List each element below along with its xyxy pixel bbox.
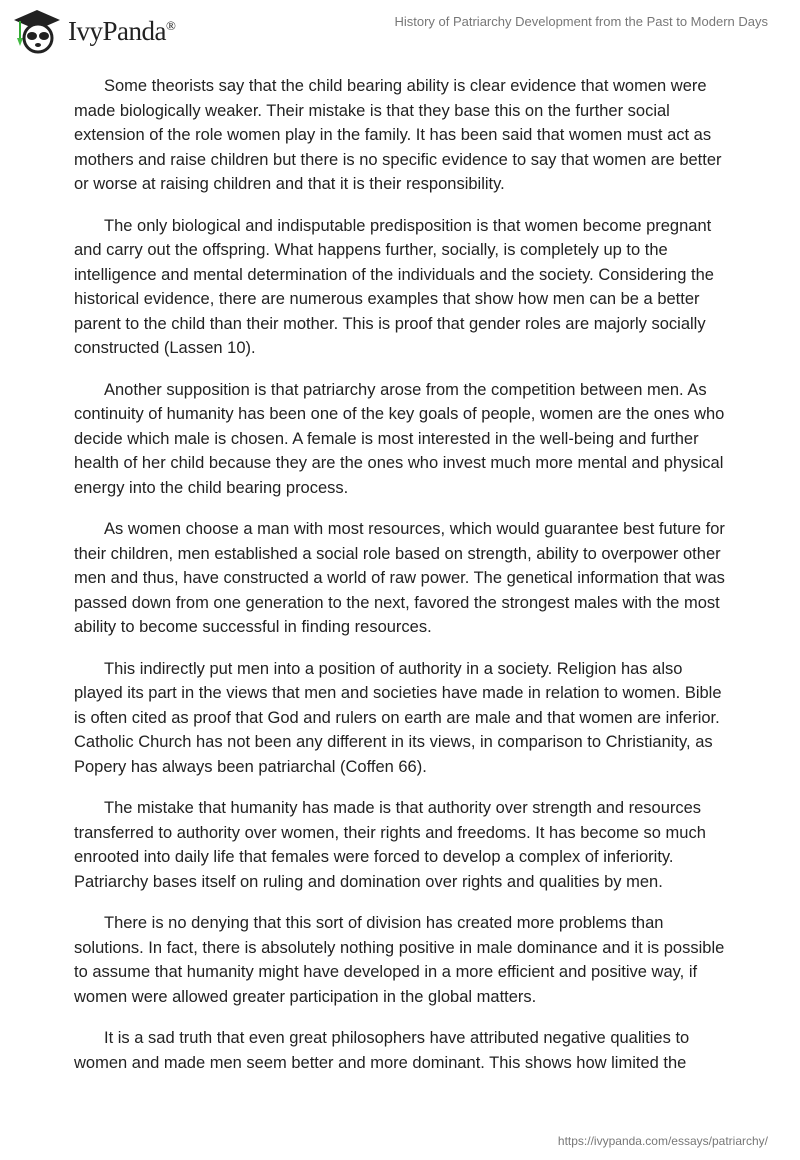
document-title: History of Patriarchy Development from the Past to Modern Days	[394, 14, 768, 29]
logo-text: IvyPanda	[68, 15, 166, 46]
essay-body	[74, 74, 734, 1092]
paragraph: It is a sad truth that even great philosophers have attributed negative qualities to women and made men seem better and more dominant. This shows how limited the	[74, 1029, 690, 1072]
paragraph: The only biological and indisputable predisposition is that women become pregnant and carry out the offspring. What happens further, socially, is completely up to the intelligence and mental determination of the individuals and the society. Considering the historical evidence, there are numerous examples that show how men can be a better parent to the child than their mother. This is proof that gender roles are majorly socially constructed (Lassen 10).	[74, 216, 714, 357]
paragraph: This indirectly put men into a position of authority in a society. Religion has also played its part in the views that men and societies have made in relation to women. Bible is often cited as proof that God and rulers on earth are male and that women are inferior. Catholic Church has not been any different in its views, in comparison to Christianity, as Popery has always been patriarchal (Coffen 66).	[74, 659, 722, 776]
panda-graduate-icon	[12, 8, 62, 54]
paragraph: Some theorists say that the child bearing ability is clear evidence that women were made biologically weaker. Their mistake is that they base this on the further social extension of the role women play in the family. It has been said that women must act as mothers and raise children but there is no specific evidence to say that women are better or worse at raising children and that it is their responsibility.	[74, 77, 722, 193]
paragraph: The mistake that humanity has made is that authority over strength and resources transferred to authority over women, their rights and freedoms. It has become so much enrooted into daily life that females were forced to develop a complex of inferiority. Patriarchy bases itself on ruling and domination over rights and qualities by men.	[74, 799, 706, 891]
paragraph: There is no denying that this sort of division has created more problems than solutions. In fact, there is absolutely nothing positive in male dominance and it is possible to assume that humanity might have developed in a more efficient and positive way, if women were allowed greater participation in the global matters.	[74, 914, 725, 1006]
ivypanda-logo[interactable]	[12, 8, 175, 54]
registered-mark: ®	[165, 17, 176, 33]
source-url[interactable]: https://ivypanda.com/essays/patriarchy/	[557, 1134, 768, 1148]
paragraph: Another supposition is that patriarchy arose from the competition between men. As continuity of humanity has been one of the key goals of people, women are the ones who decide which male is chosen. A female is most interested in the well-being and further health of her child because they are the ones who invest much more mental and physical energy into the child bearing process.	[74, 380, 725, 497]
paragraph: As women choose a man with most resources, which would guarantee best future for their children, men established a social role based on strength, ability to overpower other men and thus, have constructed a world of raw power. The genetical information that was passed down from one generation to the next, favored the strongest males with the most ability to become successful in finding resources.	[74, 520, 725, 636]
